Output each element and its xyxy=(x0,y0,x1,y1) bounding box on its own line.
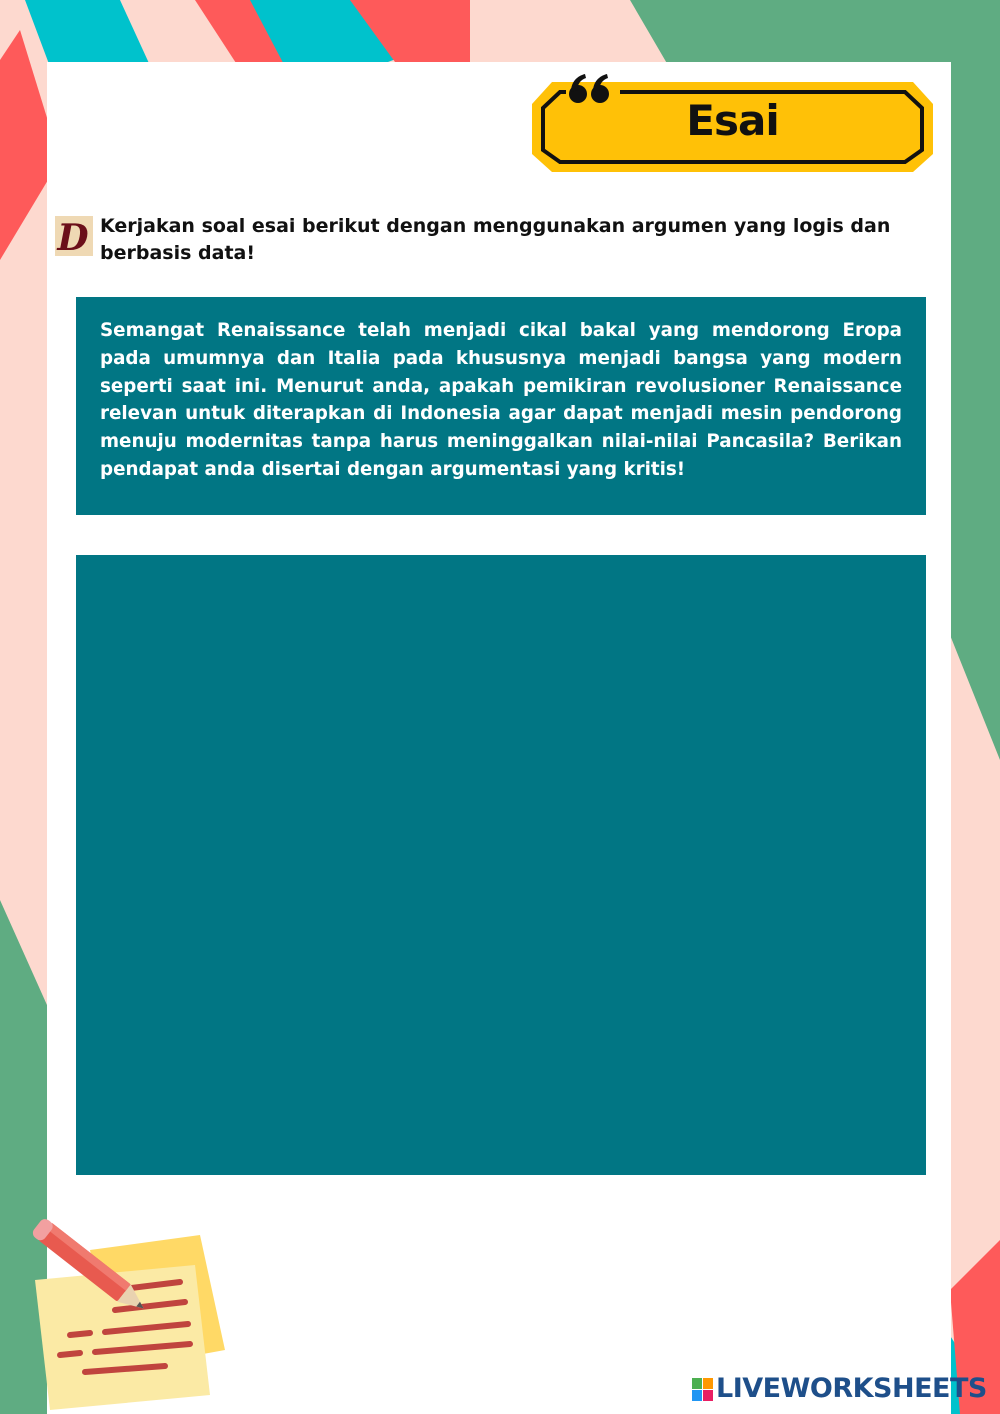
brand-watermark xyxy=(690,1372,995,1408)
dropcap-letter xyxy=(53,214,97,258)
question-text: Semangat Renaissance telah menjadi cikal bakal yang mendorong Eropa pada umumnya dan Italia pada khususnya menjadi bangsa yang modern seperti saat ini. Menurut anda, apakah pemikiran revolusioner Renaissance relevan untuk diterapkan di Indonesia agar dapat menjadi mesin pendorong menuju modernitas tanpa harus meninggalkan nilai-nilai Pancasila? Berikan pendapat anda disertai dengan argumentasi yang kritis! xyxy=(100,320,902,480)
page-title: Esai xyxy=(686,96,779,145)
liveworksheets-logo-icon xyxy=(692,1378,714,1402)
brand-text: LIVEWORKSHEETS xyxy=(716,1373,987,1404)
answer-textarea[interactable] xyxy=(76,555,926,1175)
instruction-text: Kerjakan soal esai berikut dengan menggunakan argumen yang logis dan berbasis data! xyxy=(100,215,891,264)
question-box xyxy=(76,297,926,515)
dropcap-text: D xyxy=(57,217,89,258)
notepad-pencil-icon xyxy=(20,1210,240,1410)
